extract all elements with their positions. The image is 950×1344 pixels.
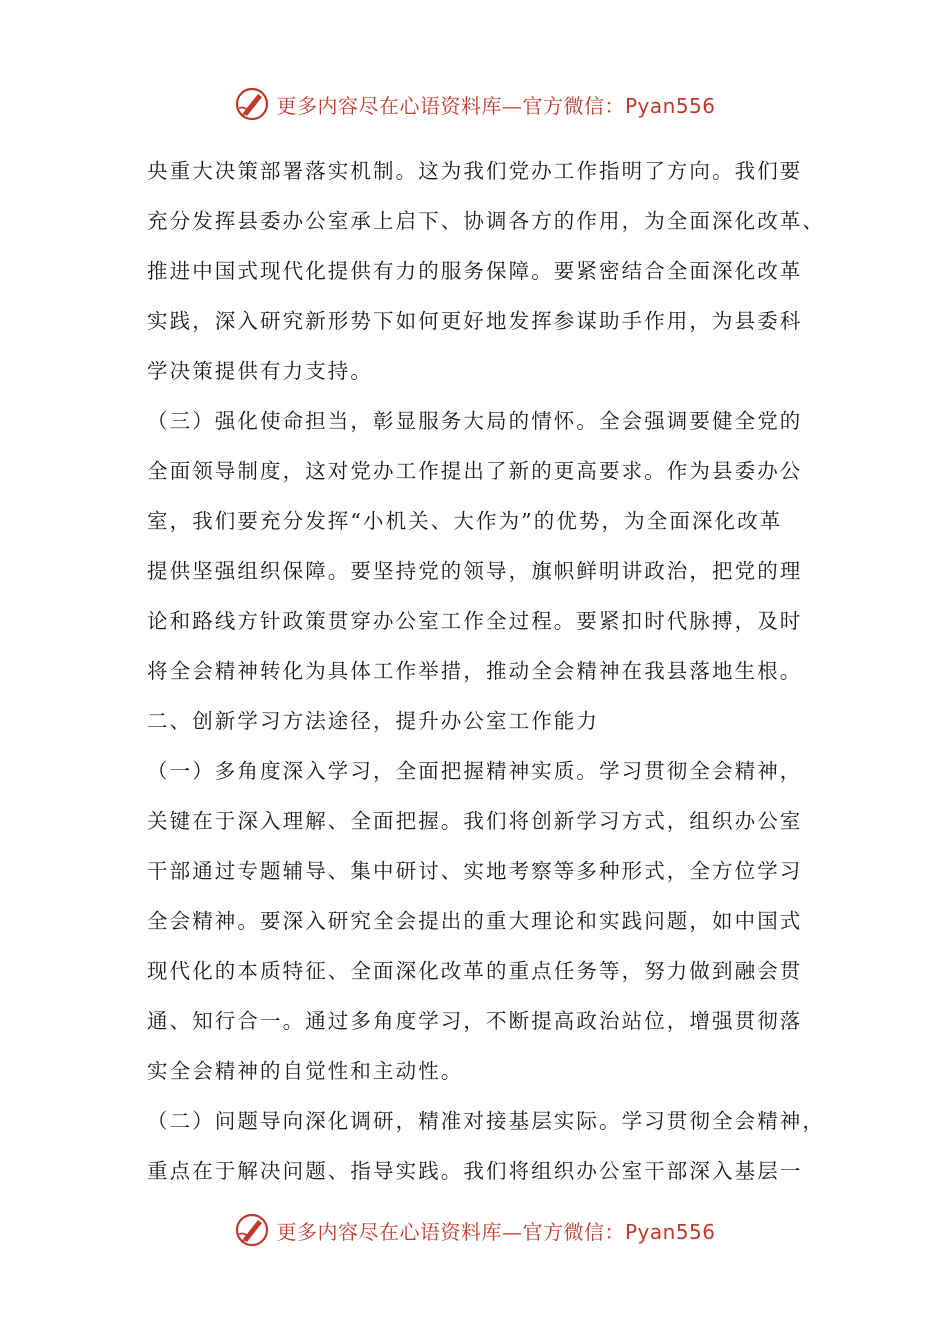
body-line: 现代化的本质特征、全面深化改革的重点任务等，努力做到融会贯 (147, 959, 803, 983)
body-line: 央重大决策部署落实机制。这为我们党办工作指明了方向。我们要 (147, 159, 803, 183)
footer-brand-text: 更多内容尽在心语资料库—官方微信：Pyan556 (276, 1219, 716, 1244)
body-line: 干部通过专题辅导、集中研讨、实地考察等多种形式，全方位学习 (147, 859, 803, 883)
body-line: 推进中国式现代化提供有力的服务保障。要紧密结合全面深化改革 (147, 259, 803, 283)
body-line: 通、知行合一。通过多角度学习，不断提高政治站位，增强贯彻落 (147, 1009, 803, 1033)
body-line: 关键在于深入理解、全面把握。我们将创新学习方式，组织办公室 (147, 809, 803, 833)
body-line: （二）问题导向深化调研，精准对接基层实际。学习贯彻全会精神， (147, 1109, 825, 1133)
body-line: 论和路线方针政策贯穿办公室工作全过程。要紧扣时代脉搏，及时 (147, 609, 803, 633)
body-line: （一）多角度深入学习，全面把握精神实质。学习贯彻全会精神， (147, 759, 803, 783)
body-line: 实全会精神的自觉性和主动性。 (147, 1059, 464, 1083)
body-line: 提供坚强组织保障。要坚持党的领导，旗帜鲜明讲政治，把党的理 (147, 559, 803, 583)
body-line: 重点在于解决问题、指导实践。我们将组织办公室干部深入基层一 (147, 1159, 803, 1183)
document-body (147, 146, 837, 1196)
body-line: 实践，深入研究新形势下如何更好地发挥参谋助手作用，为县委科 (147, 309, 803, 333)
body-line: 全会精神。要深入研究全会提出的重大理论和实践问题，如中国式 (147, 909, 803, 933)
header-watermark-banner (0, 82, 950, 126)
footer-brand-id: Pyan556 (624, 1219, 716, 1244)
pen-logo-icon (234, 1212, 270, 1248)
body-line: 全面领导制度，这对党办工作提出了新的更高要求。作为县委办公 (147, 459, 803, 483)
header-brand-text: 更多内容尽在心语资料库—官方微信：Pyan556 (276, 93, 716, 118)
body-line: 学决策提供有力支持。 (147, 359, 373, 383)
body-line: 将全会精神转化为具体工作举措，推动全会精神在我县落地生根。 (147, 659, 803, 683)
header-brand-id: Pyan556 (624, 93, 716, 118)
body-line: 充分发挥县委办公室承上启下、协调各方的作用，为全面深化改革、 (147, 209, 825, 233)
footer-watermark-banner (0, 1208, 950, 1252)
pen-logo-icon (234, 86, 270, 122)
body-line: 室，我们要充分发挥“小机关、大作为”的优势，为全面深化改革 (147, 509, 783, 533)
body-line: 二、创新学习方法途径，提升办公室工作能力 (147, 709, 599, 733)
body-line: （三）强化使命担当，彰显服务大局的情怀。全会强调要健全党的 (147, 409, 803, 433)
